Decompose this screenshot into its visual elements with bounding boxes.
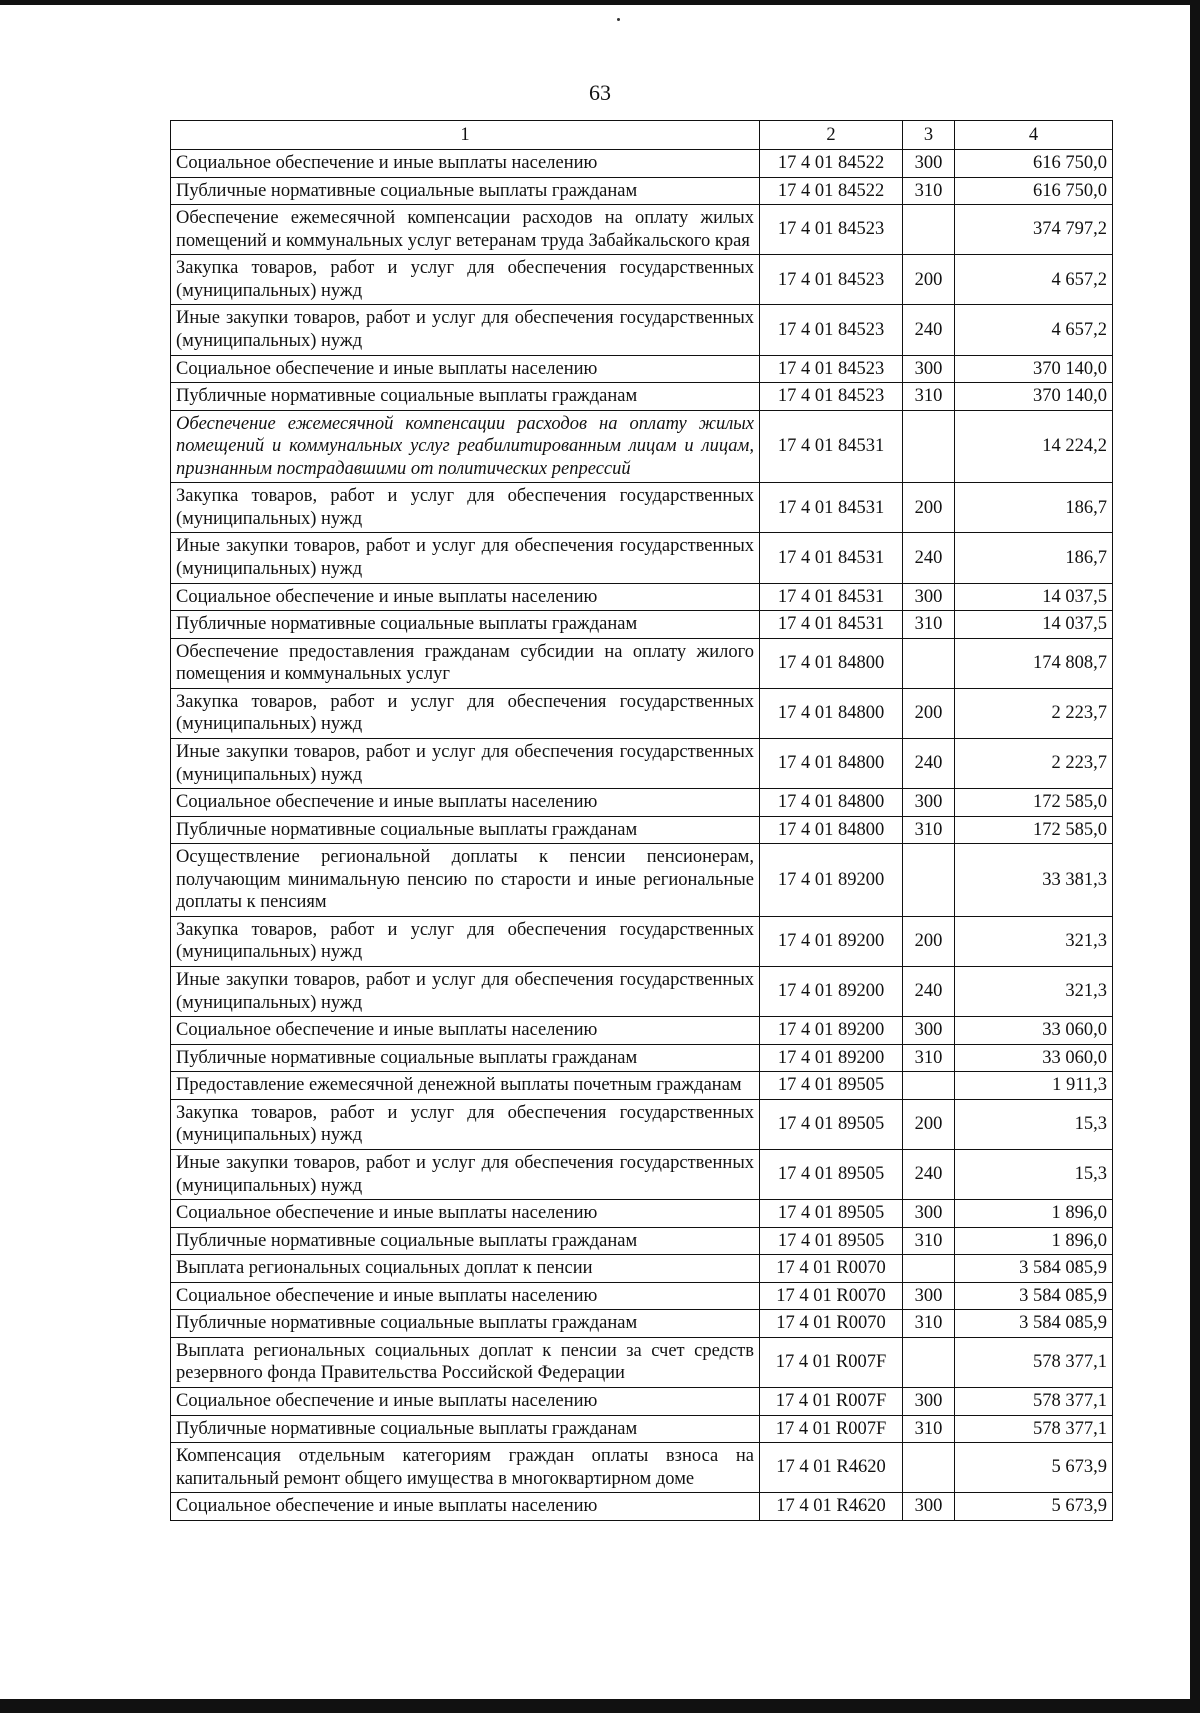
scan-speck	[617, 18, 620, 21]
table-row	[171, 483, 1113, 533]
table-row	[171, 1099, 1113, 1149]
row-kind-cell: 310	[903, 383, 955, 411]
table-body	[171, 150, 1113, 1521]
row-name-cell: Компенсация отдельным категориям граждан оплаты взноса на капитальный ремонт общего имущества в многоквартирном доме	[171, 1443, 760, 1493]
row-name-cell: Публичные нормативные социальные выплаты гражданам	[171, 1227, 760, 1255]
row-kind-cell	[903, 1443, 955, 1493]
row-amount-cell: 2 223,7	[955, 738, 1113, 788]
table-row	[171, 1415, 1113, 1443]
row-code-cell: 17 4 01 89505	[760, 1200, 903, 1228]
row-name-cell: Социальное обеспечение и иные выплаты населению	[171, 789, 760, 817]
row-code-cell: 17 4 01 R0070	[760, 1282, 903, 1310]
row-kind-cell	[903, 1072, 955, 1100]
row-code-cell: 17 4 01 89505	[760, 1149, 903, 1199]
budget-table	[170, 120, 1113, 1521]
table-row	[171, 1443, 1113, 1493]
row-code-cell: 17 4 01 84523	[760, 383, 903, 411]
table-row	[171, 177, 1113, 205]
row-name-cell: Иные закупки товаров, работ и услуг для обеспечения государственных (муниципальных) нужд	[171, 967, 760, 1017]
row-name-cell: Осуществление региональной доплаты к пенсии пенсионерам, получающим минимальную пенсию по старости и иные региональные доплаты к пенсиям	[171, 844, 760, 917]
row-name-cell: Предоставление ежемесячной денежной выплаты почетным гражданам	[171, 1072, 760, 1100]
row-amount-cell: 321,3	[955, 967, 1113, 1017]
table-row	[171, 916, 1113, 966]
row-amount-cell: 370 140,0	[955, 383, 1113, 411]
row-name-cell: Публичные нормативные социальные выплаты гражданам	[171, 1310, 760, 1338]
row-amount-cell: 14 037,5	[955, 583, 1113, 611]
table-row	[171, 1388, 1113, 1416]
table-row	[171, 967, 1113, 1017]
row-kind-cell	[903, 1255, 955, 1283]
row-code-cell: 17 4 01 R007F	[760, 1388, 903, 1416]
row-amount-cell: 33 381,3	[955, 844, 1113, 917]
table-row	[171, 1072, 1113, 1100]
row-code-cell: 17 4 01 R007F	[760, 1337, 903, 1387]
table-row	[171, 738, 1113, 788]
row-amount-cell: 321,3	[955, 916, 1113, 966]
table-row	[171, 1227, 1113, 1255]
header-col-code: 2	[760, 121, 903, 150]
row-name-cell: Закупка товаров, работ и услуг для обеспечения государственных (муниципальных) нужд	[171, 1099, 760, 1149]
row-kind-cell: 310	[903, 611, 955, 639]
row-code-cell: 17 4 01 84531	[760, 483, 903, 533]
row-kind-cell	[903, 205, 955, 255]
header-col-kind: 3	[903, 121, 955, 150]
table-row	[171, 205, 1113, 255]
row-code-cell: 17 4 01 84522	[760, 150, 903, 178]
row-name-cell: Иные закупки товаров, работ и услуг для обеспечения государственных (муниципальных) нужд	[171, 1149, 760, 1199]
row-code-cell: 17 4 01 R007F	[760, 1415, 903, 1443]
row-amount-cell: 578 377,1	[955, 1337, 1113, 1387]
row-amount-cell: 578 377,1	[955, 1415, 1113, 1443]
row-code-cell: 17 4 01 R0070	[760, 1310, 903, 1338]
row-code-cell: 17 4 01 84800	[760, 816, 903, 844]
row-name-cell: Закупка товаров, работ и услуг для обеспечения государственных (муниципальных) нужд	[171, 688, 760, 738]
row-name-cell: Социальное обеспечение и иные выплаты населению	[171, 150, 760, 178]
table-row	[171, 816, 1113, 844]
row-amount-cell: 33 060,0	[955, 1044, 1113, 1072]
row-kind-cell: 240	[903, 305, 955, 355]
row-code-cell: 17 4 01 84523	[760, 355, 903, 383]
row-name-cell: Иные закупки товаров, работ и услуг для обеспечения государственных (муниципальных) нужд	[171, 738, 760, 788]
row-amount-cell: 2 223,7	[955, 688, 1113, 738]
table-row	[171, 1255, 1113, 1283]
row-amount-cell: 1 896,0	[955, 1227, 1113, 1255]
table-row	[171, 383, 1113, 411]
row-code-cell: 17 4 01 89200	[760, 1017, 903, 1045]
row-name-cell: Публичные нормативные социальные выплаты гражданам	[171, 383, 760, 411]
row-code-cell: 17 4 01 89505	[760, 1072, 903, 1100]
row-kind-cell: 200	[903, 688, 955, 738]
row-code-cell: 17 4 01 84531	[760, 583, 903, 611]
row-amount-cell: 15,3	[955, 1099, 1113, 1149]
table-row	[171, 1310, 1113, 1338]
row-amount-cell: 5 673,9	[955, 1493, 1113, 1521]
row-amount-cell: 4 657,2	[955, 255, 1113, 305]
row-amount-cell: 578 377,1	[955, 1388, 1113, 1416]
row-kind-cell	[903, 844, 955, 917]
row-kind-cell: 310	[903, 1044, 955, 1072]
row-amount-cell: 1 896,0	[955, 1200, 1113, 1228]
row-amount-cell: 14 037,5	[955, 611, 1113, 639]
scan-top-edge	[0, 0, 1200, 5]
row-kind-cell: 240	[903, 533, 955, 583]
row-code-cell: 17 4 01 89505	[760, 1227, 903, 1255]
row-kind-cell: 310	[903, 1310, 955, 1338]
table-row	[171, 255, 1113, 305]
row-amount-cell: 3 584 085,9	[955, 1255, 1113, 1283]
row-kind-cell: 310	[903, 177, 955, 205]
row-name-cell: Социальное обеспечение и иные выплаты населению	[171, 1388, 760, 1416]
row-kind-cell: 300	[903, 150, 955, 178]
row-name-cell: Обеспечение ежемесячной компенсации расходов на оплату жилых помещений и коммунальных услуг ветеранам труда Забайкальского края	[171, 205, 760, 255]
header-row	[171, 121, 1113, 150]
row-kind-cell	[903, 410, 955, 483]
row-amount-cell: 14 224,2	[955, 410, 1113, 483]
row-name-cell: Закупка товаров, работ и услуг для обеспечения государственных (муниципальных) нужд	[171, 916, 760, 966]
row-kind-cell: 300	[903, 1282, 955, 1310]
row-code-cell: 17 4 01 84800	[760, 638, 903, 688]
row-code-cell: 17 4 01 89505	[760, 1099, 903, 1149]
row-kind-cell: 300	[903, 355, 955, 383]
table-row	[171, 305, 1113, 355]
row-code-cell: 17 4 01 89200	[760, 1044, 903, 1072]
row-amount-cell: 616 750,0	[955, 150, 1113, 178]
row-kind-cell: 310	[903, 1227, 955, 1255]
row-name-cell: Социальное обеспечение и иные выплаты населению	[171, 1493, 760, 1521]
row-name-cell: Публичные нормативные социальные выплаты гражданам	[171, 816, 760, 844]
row-code-cell: 17 4 01 89200	[760, 916, 903, 966]
table-row	[171, 638, 1113, 688]
row-kind-cell: 300	[903, 789, 955, 817]
row-amount-cell: 15,3	[955, 1149, 1113, 1199]
header-col-name: 1	[171, 121, 760, 150]
row-amount-cell: 616 750,0	[955, 177, 1113, 205]
row-name-cell: Выплата региональных социальных доплат к пенсии за счет средств резервного фонда Правительства Российской Федерации	[171, 1337, 760, 1387]
row-kind-cell: 240	[903, 967, 955, 1017]
row-kind-cell: 240	[903, 738, 955, 788]
row-code-cell: 17 4 01 84800	[760, 688, 903, 738]
row-code-cell: 17 4 01 R4620	[760, 1443, 903, 1493]
row-amount-cell: 3 584 085,9	[955, 1282, 1113, 1310]
row-name-cell: Закупка товаров, работ и услуг для обеспечения государственных (муниципальных) нужд	[171, 483, 760, 533]
row-amount-cell: 370 140,0	[955, 355, 1113, 383]
row-kind-cell: 200	[903, 483, 955, 533]
table-row	[171, 150, 1113, 178]
row-kind-cell: 300	[903, 583, 955, 611]
row-code-cell: 17 4 01 89200	[760, 844, 903, 917]
row-kind-cell: 310	[903, 816, 955, 844]
row-name-cell: Выплата региональных социальных доплат к пенсии	[171, 1255, 760, 1283]
row-code-cell: 17 4 01 84531	[760, 410, 903, 483]
row-amount-cell: 5 673,9	[955, 1443, 1113, 1493]
table-row	[171, 583, 1113, 611]
row-amount-cell: 172 585,0	[955, 789, 1113, 817]
row-kind-cell: 240	[903, 1149, 955, 1199]
row-name-cell: Социальное обеспечение и иные выплаты населению	[171, 1017, 760, 1045]
row-amount-cell: 174 808,7	[955, 638, 1113, 688]
row-kind-cell: 300	[903, 1017, 955, 1045]
row-name-cell: Обеспечение ежемесячной компенсации расходов на оплату жилых помещений и коммунальных услуг реабилитированным лицам и лицам, признанным пострадавшими от политических репрессий	[171, 410, 760, 483]
table-row	[171, 1337, 1113, 1387]
row-name-cell: Социальное обеспечение и иные выплаты населению	[171, 1282, 760, 1310]
row-name-cell: Социальное обеспечение и иные выплаты населению	[171, 355, 760, 383]
table-row	[171, 844, 1113, 917]
table-row	[171, 1200, 1113, 1228]
row-amount-cell: 1 911,3	[955, 1072, 1113, 1100]
row-code-cell: 17 4 01 84523	[760, 305, 903, 355]
row-name-cell: Публичные нормативные социальные выплаты гражданам	[171, 1415, 760, 1443]
row-code-cell: 17 4 01 R4620	[760, 1493, 903, 1521]
row-amount-cell: 186,7	[955, 483, 1113, 533]
row-code-cell: 17 4 01 R0070	[760, 1255, 903, 1283]
table-row	[171, 611, 1113, 639]
row-name-cell: Публичные нормативные социальные выплаты гражданам	[171, 1044, 760, 1072]
scan-bottom-edge	[0, 1699, 1200, 1713]
table-row	[171, 410, 1113, 483]
row-code-cell: 17 4 01 84531	[760, 611, 903, 639]
row-code-cell: 17 4 01 84800	[760, 738, 903, 788]
row-name-cell: Иные закупки товаров, работ и услуг для обеспечения государственных (муниципальных) нужд	[171, 533, 760, 583]
scan-right-edge	[1190, 0, 1200, 1713]
row-amount-cell: 4 657,2	[955, 305, 1113, 355]
table-row	[171, 1149, 1113, 1199]
row-name-cell: Закупка товаров, работ и услуг для обеспечения государственных (муниципальных) нужд	[171, 255, 760, 305]
table-row	[171, 789, 1113, 817]
row-amount-cell: 3 584 085,9	[955, 1310, 1113, 1338]
row-kind-cell: 310	[903, 1415, 955, 1443]
row-amount-cell: 186,7	[955, 533, 1113, 583]
table-row	[171, 1493, 1113, 1521]
page-number: 63	[589, 80, 611, 105]
row-kind-cell	[903, 1337, 955, 1387]
table-row	[171, 1017, 1113, 1045]
row-kind-cell	[903, 638, 955, 688]
row-amount-cell: 374 797,2	[955, 205, 1113, 255]
row-amount-cell: 172 585,0	[955, 816, 1113, 844]
row-kind-cell: 300	[903, 1388, 955, 1416]
row-code-cell: 17 4 01 89200	[760, 967, 903, 1017]
row-name-cell: Иные закупки товаров, работ и услуг для обеспечения государственных (муниципальных) нужд	[171, 305, 760, 355]
row-code-cell: 17 4 01 84522	[760, 177, 903, 205]
row-amount-cell: 33 060,0	[955, 1017, 1113, 1045]
header-col-amount: 4	[955, 121, 1113, 150]
row-code-cell: 17 4 01 84800	[760, 789, 903, 817]
row-name-cell: Обеспечение предоставления гражданам субсидии на оплату жилого помещения и коммунальных услуг	[171, 638, 760, 688]
table-row	[171, 355, 1113, 383]
row-kind-cell: 300	[903, 1493, 955, 1521]
table-row	[171, 533, 1113, 583]
row-name-cell: Публичные нормативные социальные выплаты гражданам	[171, 177, 760, 205]
row-name-cell: Социальное обеспечение и иные выплаты населению	[171, 1200, 760, 1228]
row-kind-cell: 300	[903, 1200, 955, 1228]
row-kind-cell: 200	[903, 255, 955, 305]
table-row	[171, 1044, 1113, 1072]
row-code-cell: 17 4 01 84523	[760, 255, 903, 305]
table-row	[171, 1282, 1113, 1310]
row-code-cell: 17 4 01 84523	[760, 205, 903, 255]
row-name-cell: Публичные нормативные социальные выплаты гражданам	[171, 611, 760, 639]
table-row	[171, 688, 1113, 738]
row-kind-cell: 200	[903, 916, 955, 966]
row-kind-cell: 200	[903, 1099, 955, 1149]
row-name-cell: Социальное обеспечение и иные выплаты населению	[171, 583, 760, 611]
row-code-cell: 17 4 01 84531	[760, 533, 903, 583]
